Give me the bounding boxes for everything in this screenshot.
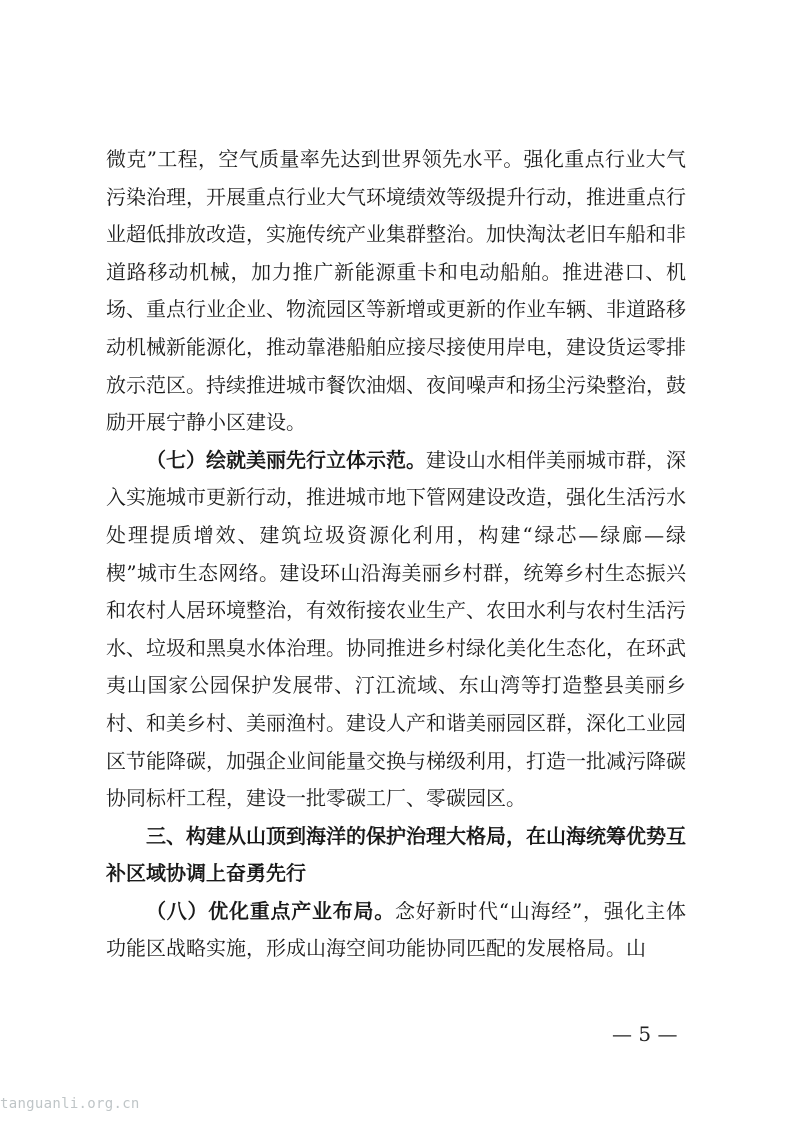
subsection-title-7: （七）绘就美丽先行立体示范。 bbox=[146, 447, 426, 472]
paragraph-beautiful-demo-body: 建设山水相伴美丽城市群，深入实施城市更新行动，推进城市地下管网建设改造，强化生活污水处理提质增效、建筑垃圾资源化利用，构建“绿芯—绿廊—绿楔”城市生态网络。建设环山沿海美丽乡村群，统筹乡村生态振兴和农村人居环境整治，有效衔接农业生产、农田水利与农村生活污水、垃圾和黑臭水体治理。协同推进乡村绿化美化生态化，在环武夷山国家公园保护发展带、汀江流域、东山湾等打造整县美丽乡村、和美乡村、美丽渔村。建设人产和谐美丽园区群，深化工业园区节能降碳，加强企业间能量交换与梯级利用，打造一批减污降碳协同标杆工程，建设一批零碳工厂、零碳园区。 bbox=[106, 447, 686, 811]
page-number: — 5 — bbox=[612, 1022, 678, 1046]
site-watermark: tanguanli.org.cn bbox=[0, 1096, 140, 1112]
paragraph-industry-layout-body: 念好新时代“山海经”，强化主体功能区战略实施，形成山海空间功能协同匹配的发展格局。山 bbox=[106, 898, 687, 961]
section-heading-3: 三、构建从山顶到海洋的保护治理大格局，在山海统筹优势互补区域协调上奋勇先行 bbox=[106, 823, 686, 886]
paragraph-beautiful-demo bbox=[106, 442, 686, 818]
paragraph-industry-layout bbox=[106, 893, 686, 968]
subsection-title-8: （八）优化重点产业布局。 bbox=[146, 898, 396, 923]
paragraph-air-quality: 微克”工程，空气质量率先达到世界领先水平。强化重点行业大气污染治理，开展重点行业大气环境绩效等级提升行动，推进重点行业超低排放改造，实施传统产业集群整治。加快淘汰老旧车船和非道路移动机械，加力推广新能源重卡和电动船舶。推进港口、机场、重点行业企业、物流园区等新增或更新的作业车辆、非道路移动机械新能源化，推动靠港船舶应接尽接使用岸电，建设货运零排放示范区。持续推进城市餐饮油烟、夜间噪声和扬尘污染整治，鼓励开展宁静小区建设。 bbox=[106, 147, 686, 435]
document-body bbox=[106, 141, 686, 968]
